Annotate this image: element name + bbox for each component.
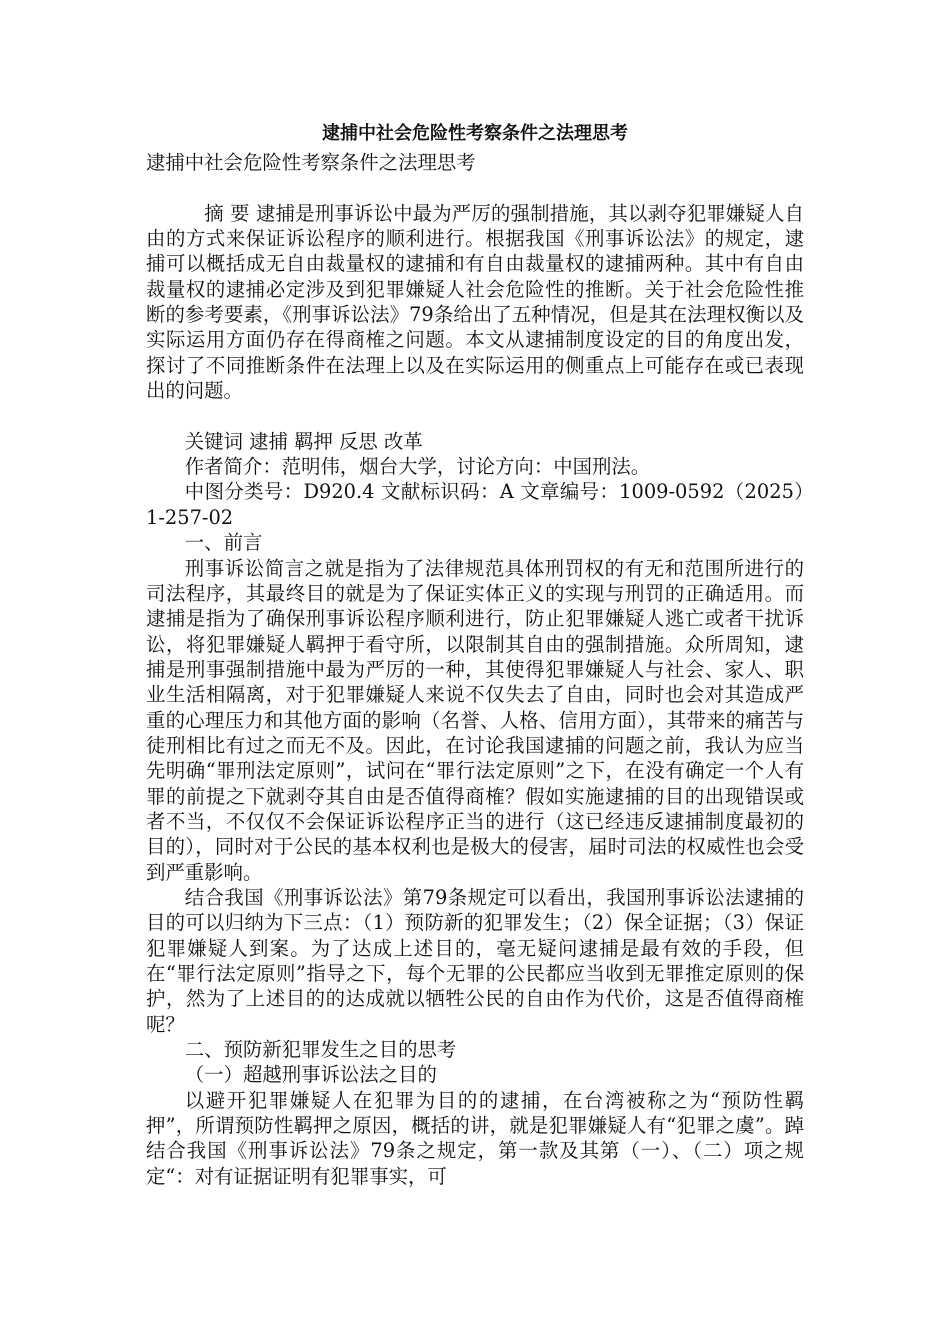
section-heading-preface: 一、前言 <box>184 531 263 555</box>
document-title: 逮捕中社会危险性考察条件之法理思考 <box>322 123 628 144</box>
body-paragraph: 刑事诉讼简言之就是指为了法律规范具体刑罚权的有无和范围所进行的司法程序，其最终目的就是为了保证实体正义的实现与刑罚的正确适用。而逮捕是指为了确保刑事诉讼程序顺利进行，防止犯罪嫌疑人逃亡或者干扰诉讼，将犯罪嫌疑人羁押于看守所，以限制其自由的强制措施。众所周知，逮捕是刑事强制措施中最为严厉的一种，其使得犯罪嫌疑人与社会、家人、职业生活相隔离，对于犯罪嫌疑人来说不仅失去了自由，同时也会对其造成严重的心理压力和其他方面的影响（名誉、人格、信用方面），其带来的痛苦与徒刑相比有过之而无不及。因此，在讨论我国逮捕的问题之前，我认为应当先明确“罪刑法定原则”，试问在“罪行法定原则”之下，在没有确定一个人有罪的前提之下就剥夺其自由是否值得商榷？假如实施逮捕的目的出现错误或者不当，不仅仅不会保证诉讼程序正当的进行（这已经违反逮捕制度最初的目的），同时对于公民的基本权利也是极大的侵害，届时司法的权威性也会受到严重影响。 <box>146 556 804 884</box>
classification-line: 中图分类号：D920.4 文献标识码：A 文章编号：1009-0592（2025）1-257-02 <box>146 480 804 529</box>
blank-line <box>146 175 804 200</box>
document-subtitle: 逮捕中社会危险性考察条件之法理思考 <box>146 151 476 174</box>
subsection-heading: （一）超越刑事诉讼法之目的 <box>184 1063 437 1087</box>
document-body <box>146 150 804 1189</box>
keywords-line: 关键词 逮捕 羁押 反思 改革 <box>184 429 423 453</box>
author-line: 作者简介：范明伟，烟台大学，讨论方向：中国刑法。 <box>184 455 651 479</box>
body-paragraph: 结合我国《刑事诉讼法》第79条规定可以看出，我国刑事诉讼法逮捕的目的可以归纳为下三点：（1）预防新的犯罪发生；（2）保全证据；（3）保证犯罪嫌疑人到案。为了达成上述目的，毫无疑问逮捕是最有效的手段，但在“罪行法定原则”指导之下，每个无罪的公民都应当收到无罪推定原则的保护，然为了上述目的的达成就以牺牲公民的自由作为代价，这是否值得商榷呢？ <box>146 885 804 1036</box>
blank-line <box>146 403 804 428</box>
abstract-paragraph: 摘 要 逮捕是刑事诉讼中最为严厉的强制措施，其以剥夺犯罪嫌疑人自由的方式来保证诉讼程序的顺利进行。根据我国《刑事诉讼法》的规定，逮捕可以概括成无自由裁量权的逮捕和有自由裁量权的逮捕两种。其中有自由裁量权的逮捕必定涉及到犯罪嫌疑人社会危险性的推断。关于社会危险性推断的参考要素，《刑事诉讼法》79条给出了五种情况，但是其在法理权衡以及实际运用方面仍存在得商榷之问题。本文从逮捕制度设定的目的角度出发，探讨了不同推断条件在法理上以及在实际运用的侧重点上可能存在或已表现出的问题。 <box>146 201 804 403</box>
body-paragraph: 以避开犯罪嫌疑人在犯罪为目的的逮捕，在台湾被称之为“预防性羁押”，所谓预防性羁押之原因，概括的讲，就是犯罪嫌疑人有“犯罪之虞”。踔结合我国《刑事诉讼法》79条之规定，第一款及其第（一）、（二）项之规定“：对有证据证明有犯罪事实，可 <box>146 1088 804 1188</box>
section-heading-prevention: 二、预防新犯罪发生之目的思考 <box>184 1038 457 1062</box>
